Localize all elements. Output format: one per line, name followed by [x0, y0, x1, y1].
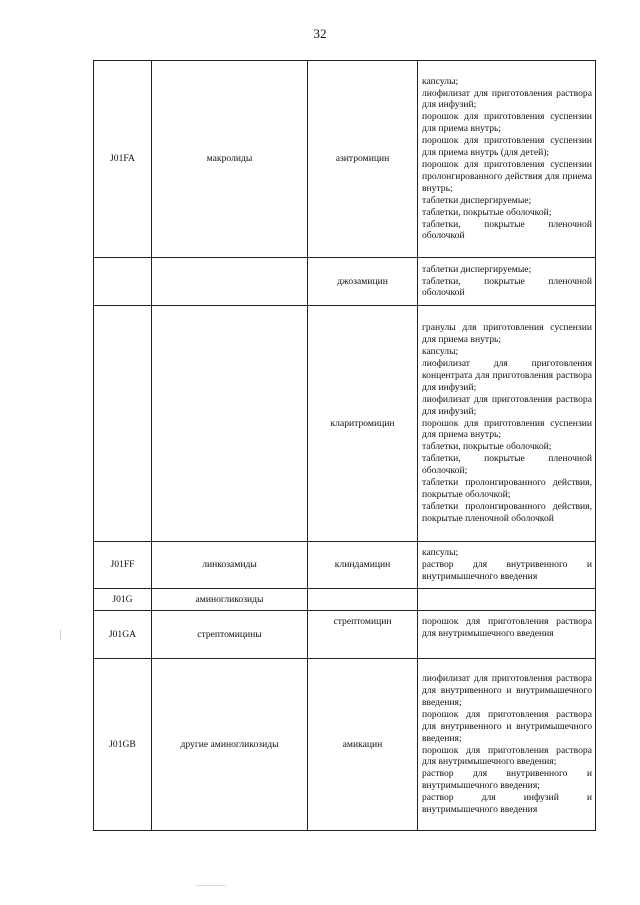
- dosage-form: порошок для приготовления суспензии для приема внутрь;: [422, 417, 592, 441]
- dosage-form: капсулы;: [422, 346, 459, 358]
- dosage-forms: [418, 659, 596, 831]
- dosage-form: таблетки диспергируемые;: [422, 263, 532, 275]
- dosage-forms: [418, 306, 596, 542]
- dosage-form: раствор для инфузий и внутримышечного введения: [422, 792, 592, 816]
- dosage-forms: [418, 258, 596, 306]
- atc-code: J01G: [94, 589, 152, 611]
- dosage-form: таблетки, покрытые пленочной оболочкой: [422, 275, 592, 299]
- table-row: [94, 659, 596, 831]
- drug-group: аминогликозиды: [152, 589, 308, 611]
- dosage-forms: [418, 611, 596, 659]
- dosage-form: порошок для приготовления суспензии для приема внутрь;: [422, 111, 592, 135]
- dosage-form: таблетки пролонгированного действия, покрытые оболочкой;: [422, 477, 592, 500]
- dosage-form: лиофилизат для приготовления раствора для инфузий;: [422, 393, 592, 417]
- table-row: [94, 61, 596, 258]
- atc-code: [94, 306, 152, 542]
- atc-code: J01GA: [94, 611, 152, 659]
- dosage-form: таблетки пролонгированного действия, покрытые пленочной оболочкой: [422, 500, 592, 524]
- atc-code: [94, 258, 152, 306]
- drug-group: макролиды: [152, 61, 308, 258]
- dosage-form: порошок для приготовления раствора для внутримышечного введения: [422, 616, 592, 639]
- drug-name: азитромицин: [308, 61, 418, 258]
- drug-group: [152, 258, 308, 306]
- dosage-form: раствор для внутривенного и внутримышечного введения: [422, 559, 592, 582]
- drug-group: стрептомицины: [152, 611, 308, 659]
- dosage-form: лиофилизат для приготовления концентрата для приготовления раствора для инфузий;: [422, 358, 592, 393]
- dosage-forms: [418, 61, 596, 258]
- page-number: 32: [313, 26, 327, 41]
- scan-artifact: [196, 885, 226, 886]
- dosage-form: таблетки, покрытые оболочкой;: [422, 441, 552, 453]
- atc-code: J01GB: [94, 659, 152, 831]
- dosage-form: таблетки, покрытые пленочной оболочкой;: [422, 453, 592, 477]
- dosage-form: лиофилизат для приготовления раствора для инфузий;: [422, 87, 592, 111]
- dosage-form: капсулы;: [422, 547, 459, 559]
- table-row: [94, 589, 596, 611]
- drug-group: другие аминогликозиды: [152, 659, 308, 831]
- dosage-form: порошок для приготовления суспензии пролонгированного действия для приема внутрь;: [422, 159, 592, 194]
- dosage-form: таблетки диспергируемые;: [422, 194, 532, 206]
- dosage-form: капсулы;: [422, 75, 459, 87]
- dosage-form: лиофилизат для приготовления раствора для внутривенного и внутримышечного введения;: [422, 673, 592, 708]
- drug-group: линкозамиды: [152, 542, 308, 589]
- drug-name: [308, 589, 418, 611]
- drug-table: [93, 60, 596, 831]
- drug-name: джозамицин: [308, 258, 418, 306]
- dosage-form: раствор для внутривенного и внутримышечного введения;: [422, 768, 592, 792]
- dosage-forms: [418, 542, 596, 589]
- atc-code: J01FF: [94, 542, 152, 589]
- table-row: [94, 542, 596, 589]
- table-row: [94, 258, 596, 306]
- dosage-form: порошок для приготовления раствора для внутривенного и внутримышечного введения;: [422, 708, 592, 744]
- dosage-form: гранулы для приготовления суспензии для приема внутрь;: [422, 322, 592, 346]
- drug-name: стрептомицин: [308, 611, 418, 659]
- drug-name: кларитромицин: [308, 306, 418, 542]
- dosage-forms: [418, 589, 596, 611]
- atc-code: J01FA: [94, 61, 152, 258]
- scan-artifact: [60, 630, 61, 640]
- drug-name: клиндамицин: [308, 542, 418, 589]
- dosage-form: порошок для приготовления раствора для внутримышечного введения;: [422, 744, 592, 768]
- drug-name: амикацин: [308, 659, 418, 831]
- table-row: [94, 306, 596, 542]
- drug-group: [152, 306, 308, 542]
- dosage-form: таблетки, покрытые оболочкой;: [422, 206, 552, 218]
- dosage-form: таблетки, покрытые пленочной оболочкой: [422, 218, 592, 242]
- dosage-form: порошок для приготовления суспензии для приема внутрь (для детей);: [422, 135, 592, 159]
- table-row: [94, 611, 596, 659]
